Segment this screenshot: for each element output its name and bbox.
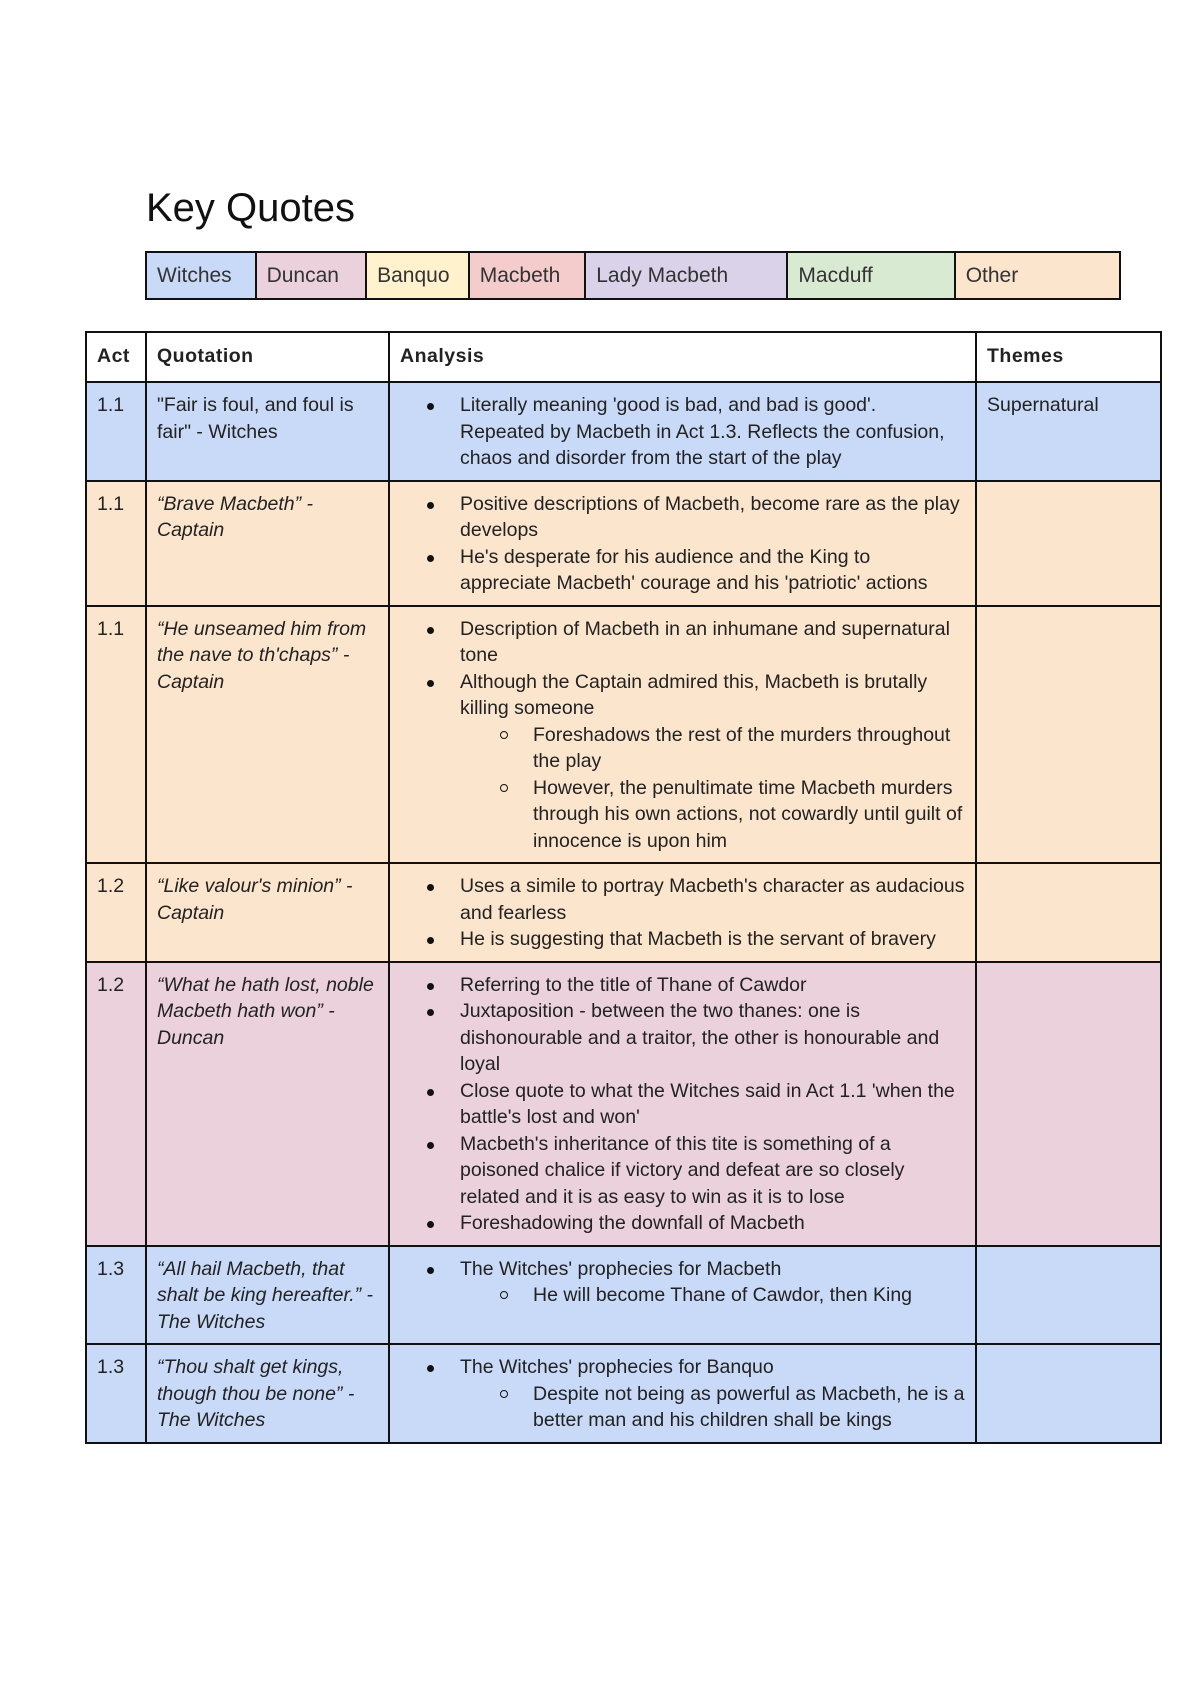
act-cell: 1.1 <box>86 481 146 606</box>
quotation-cell: “He unseamed him from the nave to th'chaps” - Captain <box>146 606 389 864</box>
act-cell: 1.2 <box>86 863 146 962</box>
quotation-cell: “All hail Macbeth, that shalt be king hereafter.” - The Witches <box>146 1246 389 1345</box>
legend-item-witches: Witches <box>147 253 257 298</box>
legend-item-other: Other <box>956 253 1119 298</box>
analysis-bullet-list <box>400 972 965 1237</box>
table-row <box>86 863 1161 962</box>
analysis-point-text: Description of Macbeth in an inhumane and supernatural tone <box>460 617 950 666</box>
table-row <box>86 962 1161 1246</box>
analysis-point-text: The Witches' prophecies for Banquo <box>460 1356 774 1378</box>
analysis-point <box>460 1210 965 1237</box>
header-analysis: Analysis <box>389 332 976 382</box>
legend-item-lady-macbeth: Lady Macbeth <box>586 253 788 298</box>
themes-cell <box>976 962 1161 1246</box>
themes-cell <box>976 863 1161 962</box>
act-cell: 1.1 <box>86 382 146 481</box>
themes-cell <box>976 606 1161 864</box>
legend-item-duncan: Duncan <box>257 253 368 298</box>
analysis-point <box>460 1131 965 1211</box>
analysis-sub-point: Despite not being as powerful as Macbeth, he is a better man and his children shall be kings <box>533 1381 965 1434</box>
analysis-sub-list <box>460 1381 965 1434</box>
header-act: Act <box>86 332 146 382</box>
analysis-sub-list <box>460 1282 965 1309</box>
page-title: Key Quotes <box>146 186 356 230</box>
character-color-legend <box>145 251 1121 300</box>
act-cell: 1.2 <box>86 962 146 1246</box>
analysis-bullet-list <box>400 491 965 597</box>
analysis-cell <box>389 1344 976 1443</box>
analysis-sub-point: He will become Thane of Cawdor, then King <box>533 1282 965 1309</box>
quotation-cell: “Brave Macbeth” - Captain <box>146 481 389 606</box>
table-row <box>86 1344 1161 1443</box>
analysis-cell <box>389 382 976 481</box>
analysis-point-text: Juxtaposition - between the two thanes: one is dishonourable and a traitor, the other is honourable and loyal <box>460 1000 940 1075</box>
header-quotation: Quotation <box>146 332 389 382</box>
analysis-sub-point: Foreshadows the rest of the murders throughout the play <box>533 722 965 775</box>
analysis-bullet-list <box>400 1256 965 1309</box>
analysis-point-text: Literally meaning 'good is bad, and bad is good'. Repeated by Macbeth in Act 1.3. Reflects the confusion, chaos and disorder from the start of the play <box>460 394 945 469</box>
analysis-point <box>460 392 965 472</box>
analysis-cell <box>389 863 976 962</box>
analysis-point-text: Macbeth's inheritance of this tite is something of a poisoned chalice if victory and defeat are so closely related and it is as easy to win as it is to lose <box>460 1132 905 1208</box>
analysis-point <box>460 1256 965 1309</box>
analysis-bullet-list <box>400 392 965 472</box>
act-cell: 1.1 <box>86 606 146 864</box>
quotation-cell: "Fair is foul, and foul is fair" - Witches <box>146 382 389 481</box>
analysis-point <box>460 544 965 597</box>
table-row <box>86 382 1161 481</box>
analysis-point <box>460 873 965 926</box>
analysis-sub-point: However, the penultimate time Macbeth murders through his own actions, not cowardly until guilt of innocence is upon him <box>533 775 965 855</box>
legend-item-macduff: Macduff <box>788 253 955 298</box>
analysis-point-text: The Witches' prophecies for Macbeth <box>460 1257 782 1280</box>
analysis-cell <box>389 962 976 1246</box>
table-row <box>86 1246 1161 1345</box>
table-header-row <box>86 332 1161 382</box>
analysis-point <box>460 491 965 544</box>
analysis-cell <box>389 606 976 864</box>
analysis-point <box>460 669 965 855</box>
themes-cell <box>976 1344 1161 1443</box>
analysis-bullet-list <box>400 1354 965 1434</box>
analysis-point <box>460 1078 965 1131</box>
analysis-sub-list <box>460 722 965 855</box>
key-quotes-table <box>85 331 1162 1444</box>
analysis-point <box>460 926 965 953</box>
quotation-cell: “Like valour's minion” - Captain <box>146 863 389 962</box>
themes-cell: Supernatural <box>976 382 1161 481</box>
header-themes: Themes <box>976 332 1161 382</box>
analysis-point <box>460 998 965 1078</box>
analysis-point <box>460 1354 965 1434</box>
analysis-point-text: He's desperate for his audience and the King to appreciate Macbeth' courage and his 'patriotic' actions <box>460 545 928 594</box>
legend-item-macbeth: Macbeth <box>470 253 587 298</box>
analysis-cell <box>389 481 976 606</box>
analysis-point-text: Uses a simile to portray Macbeth's character as audacious and fearless <box>460 875 965 924</box>
analysis-point-text: Foreshadowing the downfall of Macbeth <box>460 1212 805 1234</box>
analysis-point <box>460 616 965 669</box>
table-row <box>86 481 1161 606</box>
analysis-bullet-list <box>400 616 965 855</box>
quotation-cell: “Thou shalt get kings, though thou be none” - The Witches <box>146 1344 389 1443</box>
analysis-point-text: Close quote to what the Witches said in Act 1.1 'when the battle's lost and won' <box>460 1079 955 1128</box>
themes-cell <box>976 481 1161 606</box>
analysis-point-text: He is suggesting that Macbeth is the servant of bravery <box>460 928 936 950</box>
act-cell: 1.3 <box>86 1246 146 1345</box>
analysis-point-text: Positive descriptions of Macbeth, become rare as the play develops <box>460 492 960 541</box>
themes-cell <box>976 1246 1161 1345</box>
act-cell: 1.3 <box>86 1344 146 1443</box>
analysis-point-text: Although the Captain admired this, Macbeth is brutally killing someone <box>460 670 928 719</box>
table-row <box>86 606 1161 864</box>
analysis-point-text: Referring to the title of Thane of Cawdor <box>460 973 807 996</box>
quotation-cell: “What he hath lost, noble Macbeth hath won” - Duncan <box>146 962 389 1246</box>
analysis-cell <box>389 1246 976 1345</box>
legend-item-banquo: Banquo <box>367 253 470 298</box>
analysis-bullet-list <box>400 873 965 953</box>
analysis-point <box>460 972 965 999</box>
